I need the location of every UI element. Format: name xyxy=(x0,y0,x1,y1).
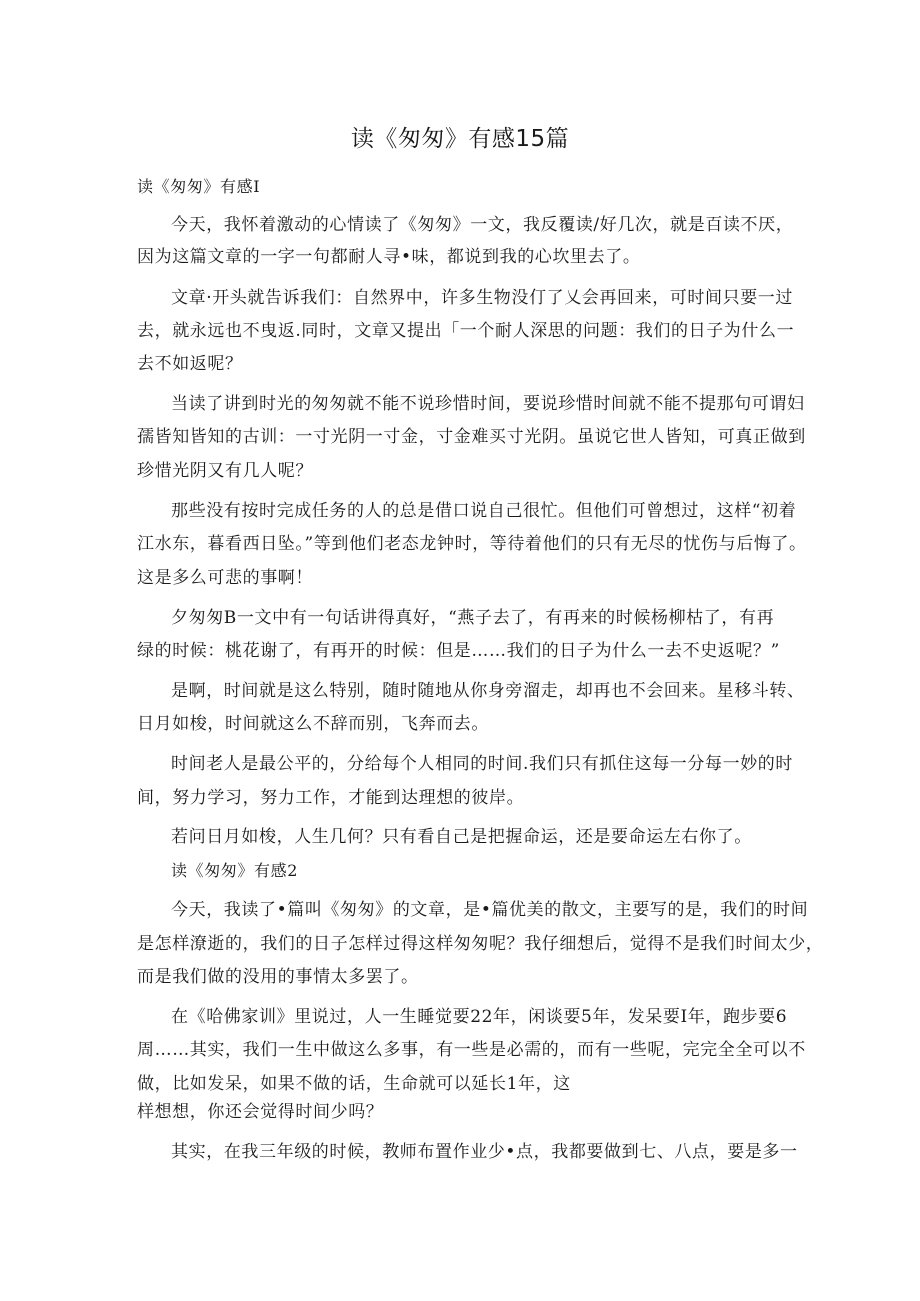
paragraph-line: 今天，我怀着激动的心情读了《匆匆》一文，我反覆读/好几次，就是百读不厌， xyxy=(171,215,794,235)
paragraph-line: 孺皆知皆知的古训：一寸光阴一寸金，寸金难买寸光阴。虽说它世人皆知，可真正做到 xyxy=(137,427,806,447)
paragraph-line: 因为这篇文章的一字一句都耐人寻•味，都说到我的心坎里去了。 xyxy=(137,247,641,267)
paragraph-line: 样想想，你还会觉得时间少吗？ xyxy=(137,1102,384,1122)
paragraph-line: 间，努力学习，努力工作，才能到达理想的彼岸。 xyxy=(137,788,525,808)
paragraph-line: 若问日月如梭，人生几何？只有看自己是把握命运，还是要命运左右你了。 xyxy=(171,827,752,847)
section-heading-2: 读《匆匆》有感2 xyxy=(171,861,298,880)
paragraph-line: 江水东，暮看西日坠。”等到他们老态龙钟时，等待着他们的只有无尽的忧伤与后悔了。 xyxy=(137,534,807,554)
paragraph-line: 当读了讲到时光的匆匆就不能不说珍惜时间，要说珍惜时间就不能不提那句可谓妇 xyxy=(171,394,805,414)
paragraph-line: 今天，我读了•篇叫《匆匆》的文章，是•篇优美的散文，主要写的是，我们的时间 xyxy=(171,900,809,920)
paragraph-line: 绿的时候：桃花谢了，有再开的时候：但是……我们的日子为什么一去不史返呢？” xyxy=(137,641,780,661)
paragraph-line: 周……其实，我们一生中做这么多事，有一些是必需的，而有一些呢，完完全全可以不 xyxy=(137,1040,806,1060)
paragraph-line: 是怎样潦逝的，我们的日子怎样过得这样匆匆呢？我仔细想后，觉得不是我们时间太少， xyxy=(137,934,824,954)
document-title: 读《匆匆》有感15篇 xyxy=(350,126,570,152)
paragraph-line: 夕匆匆B一文中有一句话讲得真好，“燕子去了，有再来的时候杨柳枯了，有再 xyxy=(171,608,775,628)
paragraph-line: 其实，在我三年级的时候，教师布置作业少•点，我都要做到七、八点，要是多一 xyxy=(171,1142,798,1162)
paragraph-line: 文章·开头就告诉我们：自然界中，许多生物没仃了乂会再回来，可时间只要一过 xyxy=(171,288,794,308)
paragraph-line: 去，就永远也不曳返.同时，文章又提出「一个耐人深思的问题：我们的日子为什么一 xyxy=(137,321,795,341)
paragraph-line: 在《哈佛家训》里说过，人一生睡觉要22年，闲谈要5年，发呆要I年，跑步要6 xyxy=(171,1007,788,1027)
paragraph-line: 珍惜光阴又有几人呢？ xyxy=(137,461,313,481)
paragraph-line: 这是多么可悲的事啊！ xyxy=(137,568,313,588)
paragraph-line: 日月如梭，时间就这么不辞而别，飞奔而去。 xyxy=(137,714,489,734)
paragraph-line: 是啊，时间就是这么特别，随时随地从你身旁溜走，却再也不会回来。星移斗转、 xyxy=(171,681,805,701)
paragraph-line: 做，比如发呆，如果不做的话，生命就可以延长1年，这 xyxy=(137,1074,571,1094)
paragraph-line: 那些没有按时完成任务的人的总是借口说自己很忙。但他们可曾想过，这样“初着 xyxy=(171,501,797,521)
paragraph-line: 去不如返呢？ xyxy=(137,354,243,374)
paragraph-line: 时间老人是最公平的，分给每个人相同的时间.我们只有抓住这每一分每一妙的时 xyxy=(171,754,794,774)
paragraph-line: 而是我们做的没用的事情太多罢了。 xyxy=(137,967,419,987)
section-heading-1: 读《匆匆》有感I xyxy=(137,177,261,196)
